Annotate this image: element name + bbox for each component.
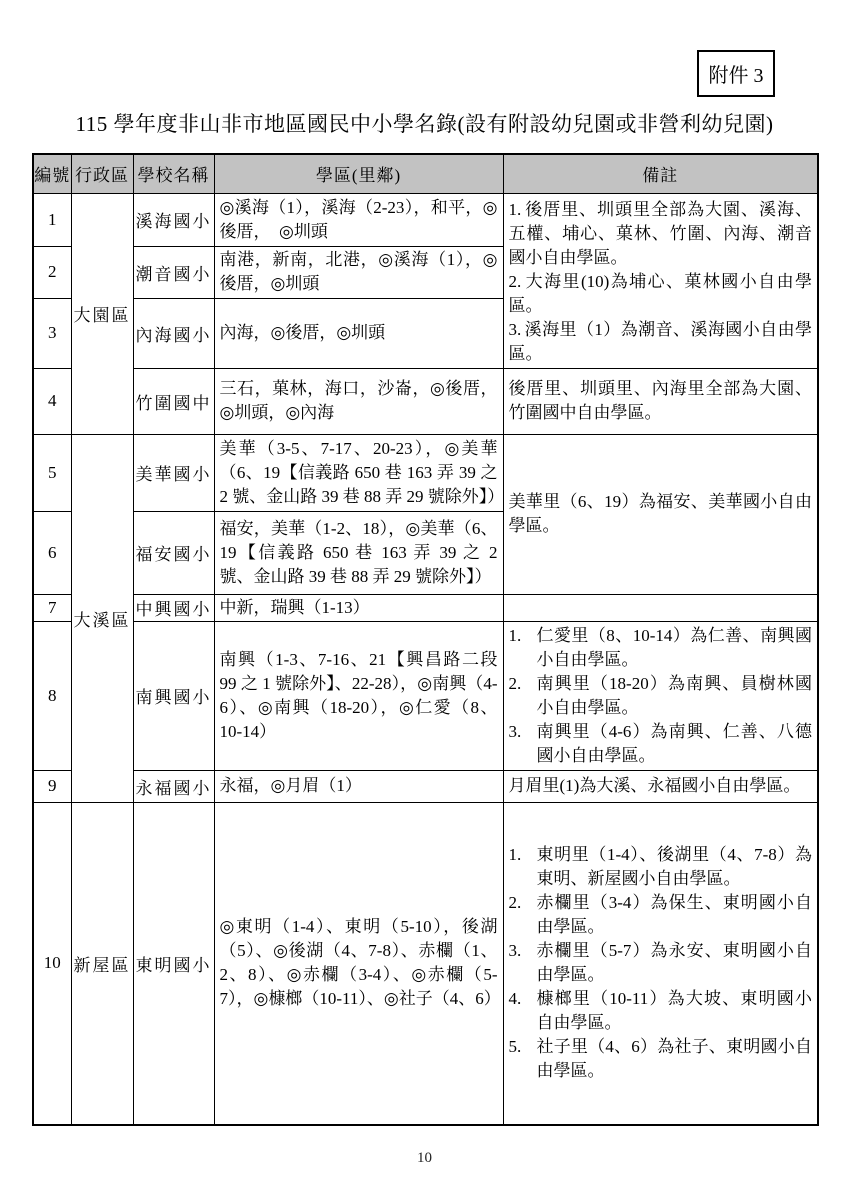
remark-item: 2. 南興里（18-20）為南興、員樹林國小自由學區。 xyxy=(508,673,812,717)
remarks-cell xyxy=(503,770,818,802)
school-area-cell: 中新，瑞興（1-13） xyxy=(214,594,503,621)
remark-text: 美華里（6、19）為福安、美華國小自由學區。 xyxy=(508,492,812,535)
row-number-cell: 6 xyxy=(33,511,71,594)
school-name-cell: 永福國小 xyxy=(133,770,214,802)
row-number-cell: 9 xyxy=(33,770,71,802)
remark-item: 1. 東明里（1-4）、後湖里（4、7-8）為東明、新屋國小自由學區。 xyxy=(508,845,812,889)
school-name-cell: 竹圍國中 xyxy=(133,368,214,434)
remark-item: 1. 仁愛里（8、10-14）為仁善、南興國小自由學區。 xyxy=(508,625,812,669)
school-area-cell: 內海，◎後厝，◎圳頭 xyxy=(214,298,503,368)
table-row xyxy=(33,802,818,1125)
school-name-cell: 美華國小 xyxy=(133,434,214,511)
remark-text: 月眉里(1)為大溪、永福國小自由學區。 xyxy=(508,776,801,795)
remark-item: 4. 槺榔里（10-11）為大坡、東明國小自由學區。 xyxy=(508,989,812,1033)
remark-item: 3. 赤欄里（5-7）為永安、東明國小自由學區。 xyxy=(508,941,812,985)
table-row xyxy=(33,368,818,434)
col-header-remarks: 備註 xyxy=(503,154,818,193)
remarks-cell-rows-5-6 xyxy=(503,434,818,594)
attachment-label: 附件 3 xyxy=(708,65,764,87)
school-area-cell: 美華（3-5、7-17、20-23），◎美華（6、19【信義路 650 巷 163 弄 39 之 2 號、金山路 39 巷 88 弄 29 號除外】） xyxy=(214,434,503,511)
remark-item: 3. 溪海里（1）為潮音、溪海國小自由學區。 xyxy=(508,319,812,363)
row-number-cell: 7 xyxy=(33,594,71,621)
table-row xyxy=(33,193,818,247)
page-number: 10 xyxy=(417,1150,432,1166)
school-area-cell: 南港，新南，北港，◎溪海（1），◎後厝，◎圳頭 xyxy=(214,247,503,299)
remark-item: 2. 赤欄里（3-4）為保生、東明國小自由學區。 xyxy=(508,893,812,937)
district-cell: 新屋區 xyxy=(71,802,133,1125)
remark-text: 後厝里、圳頭里、內海里全部為大園、竹圍國中自由學區。 xyxy=(508,379,812,422)
school-area-cell: ◎東明（1-4）、東明（5-10），後湖（5）、◎後湖（4、7-8）、赤欄（1、2、8）、◎赤欄（3-4）、◎赤欄（5-7），◎槺榔（10-11）、◎社子（4、6） xyxy=(214,802,503,1125)
col-header-area: 學區(里鄰) xyxy=(214,154,503,193)
remarks-cell xyxy=(503,368,818,434)
school-name-cell: 溪海國小 xyxy=(133,193,214,247)
school-name-cell: 南興國小 xyxy=(133,621,214,770)
row-number-cell: 8 xyxy=(33,621,71,770)
remarks-cell xyxy=(503,802,818,1125)
table-row xyxy=(33,434,818,511)
remark-item: 2. 大海里(10)為埔心、菓林國小自由學區。 xyxy=(508,271,812,315)
page-title: 115 學年度非山非市地區國民中小學名錄(設有附設幼兒園或非營利幼兒園) xyxy=(75,112,774,136)
col-header-district: 行政區 xyxy=(71,154,133,193)
col-header-number: 編號 xyxy=(33,154,71,193)
school-name-cell: 中興國小 xyxy=(133,594,214,621)
table-row xyxy=(33,770,818,802)
school-name-cell: 東明國小 xyxy=(133,802,214,1125)
remarks-cell-empty xyxy=(503,594,818,621)
remarks-cell xyxy=(503,621,818,770)
attachment-label-box xyxy=(697,50,775,97)
school-name-cell: 內海國小 xyxy=(133,298,214,368)
row-number-cell: 10 xyxy=(33,802,71,1125)
row-number-cell: 1 xyxy=(33,193,71,247)
remarks-cell-rows-1-3 xyxy=(503,193,818,368)
row-number-cell: 4 xyxy=(33,368,71,434)
table-row xyxy=(33,594,818,621)
col-header-school: 學校名稱 xyxy=(133,154,214,193)
remark-item: 3. 南興里（4-6）為南興、仁善、八德國小自由學區。 xyxy=(508,721,812,765)
school-name-cell: 福安國小 xyxy=(133,511,214,594)
row-number-cell: 3 xyxy=(33,298,71,368)
row-number-cell: 2 xyxy=(33,247,71,299)
school-directory-table xyxy=(32,153,819,1126)
header-row xyxy=(33,154,818,193)
remark-item: 1. 後厝里、圳頭里全部為大園、溪海、五權、埔心、菓林、竹圍、內海、潮音國小自由學區。 xyxy=(508,199,812,267)
remark-item: 5. 社子里（4、6）為社子、東明國小自由學區。 xyxy=(508,1037,812,1081)
school-area-cell: 南興（1-3、7-16、21【興昌路二段 99 之 1 號除外】、22-28），◎南興（4-6）、◎南興（18-20），◎仁愛（8、10-14） xyxy=(214,621,503,770)
row-number-cell: 5 xyxy=(33,434,71,511)
school-area-cell: 三石，菓林，海口，沙崙，◎後厝，◎圳頭，◎內海 xyxy=(214,368,503,434)
district-cell: 大溪區 xyxy=(71,434,133,802)
school-area-cell: 福安，美華（1-2、18），◎美華（6、19【信義路 650 巷 163 弄 39 之 2 號、金山路 39 巷 88 弄 29 號除外】） xyxy=(214,511,503,594)
school-name-cell: 潮音國小 xyxy=(133,247,214,299)
district-cell: 大園區 xyxy=(71,193,133,434)
school-area-cell: ◎溪海（1），溪海（2-23），和平，◎後厝， ◎圳頭 xyxy=(214,193,503,247)
school-area-cell: 永福，◎月眉（1） xyxy=(214,770,503,802)
table-row xyxy=(33,621,818,770)
